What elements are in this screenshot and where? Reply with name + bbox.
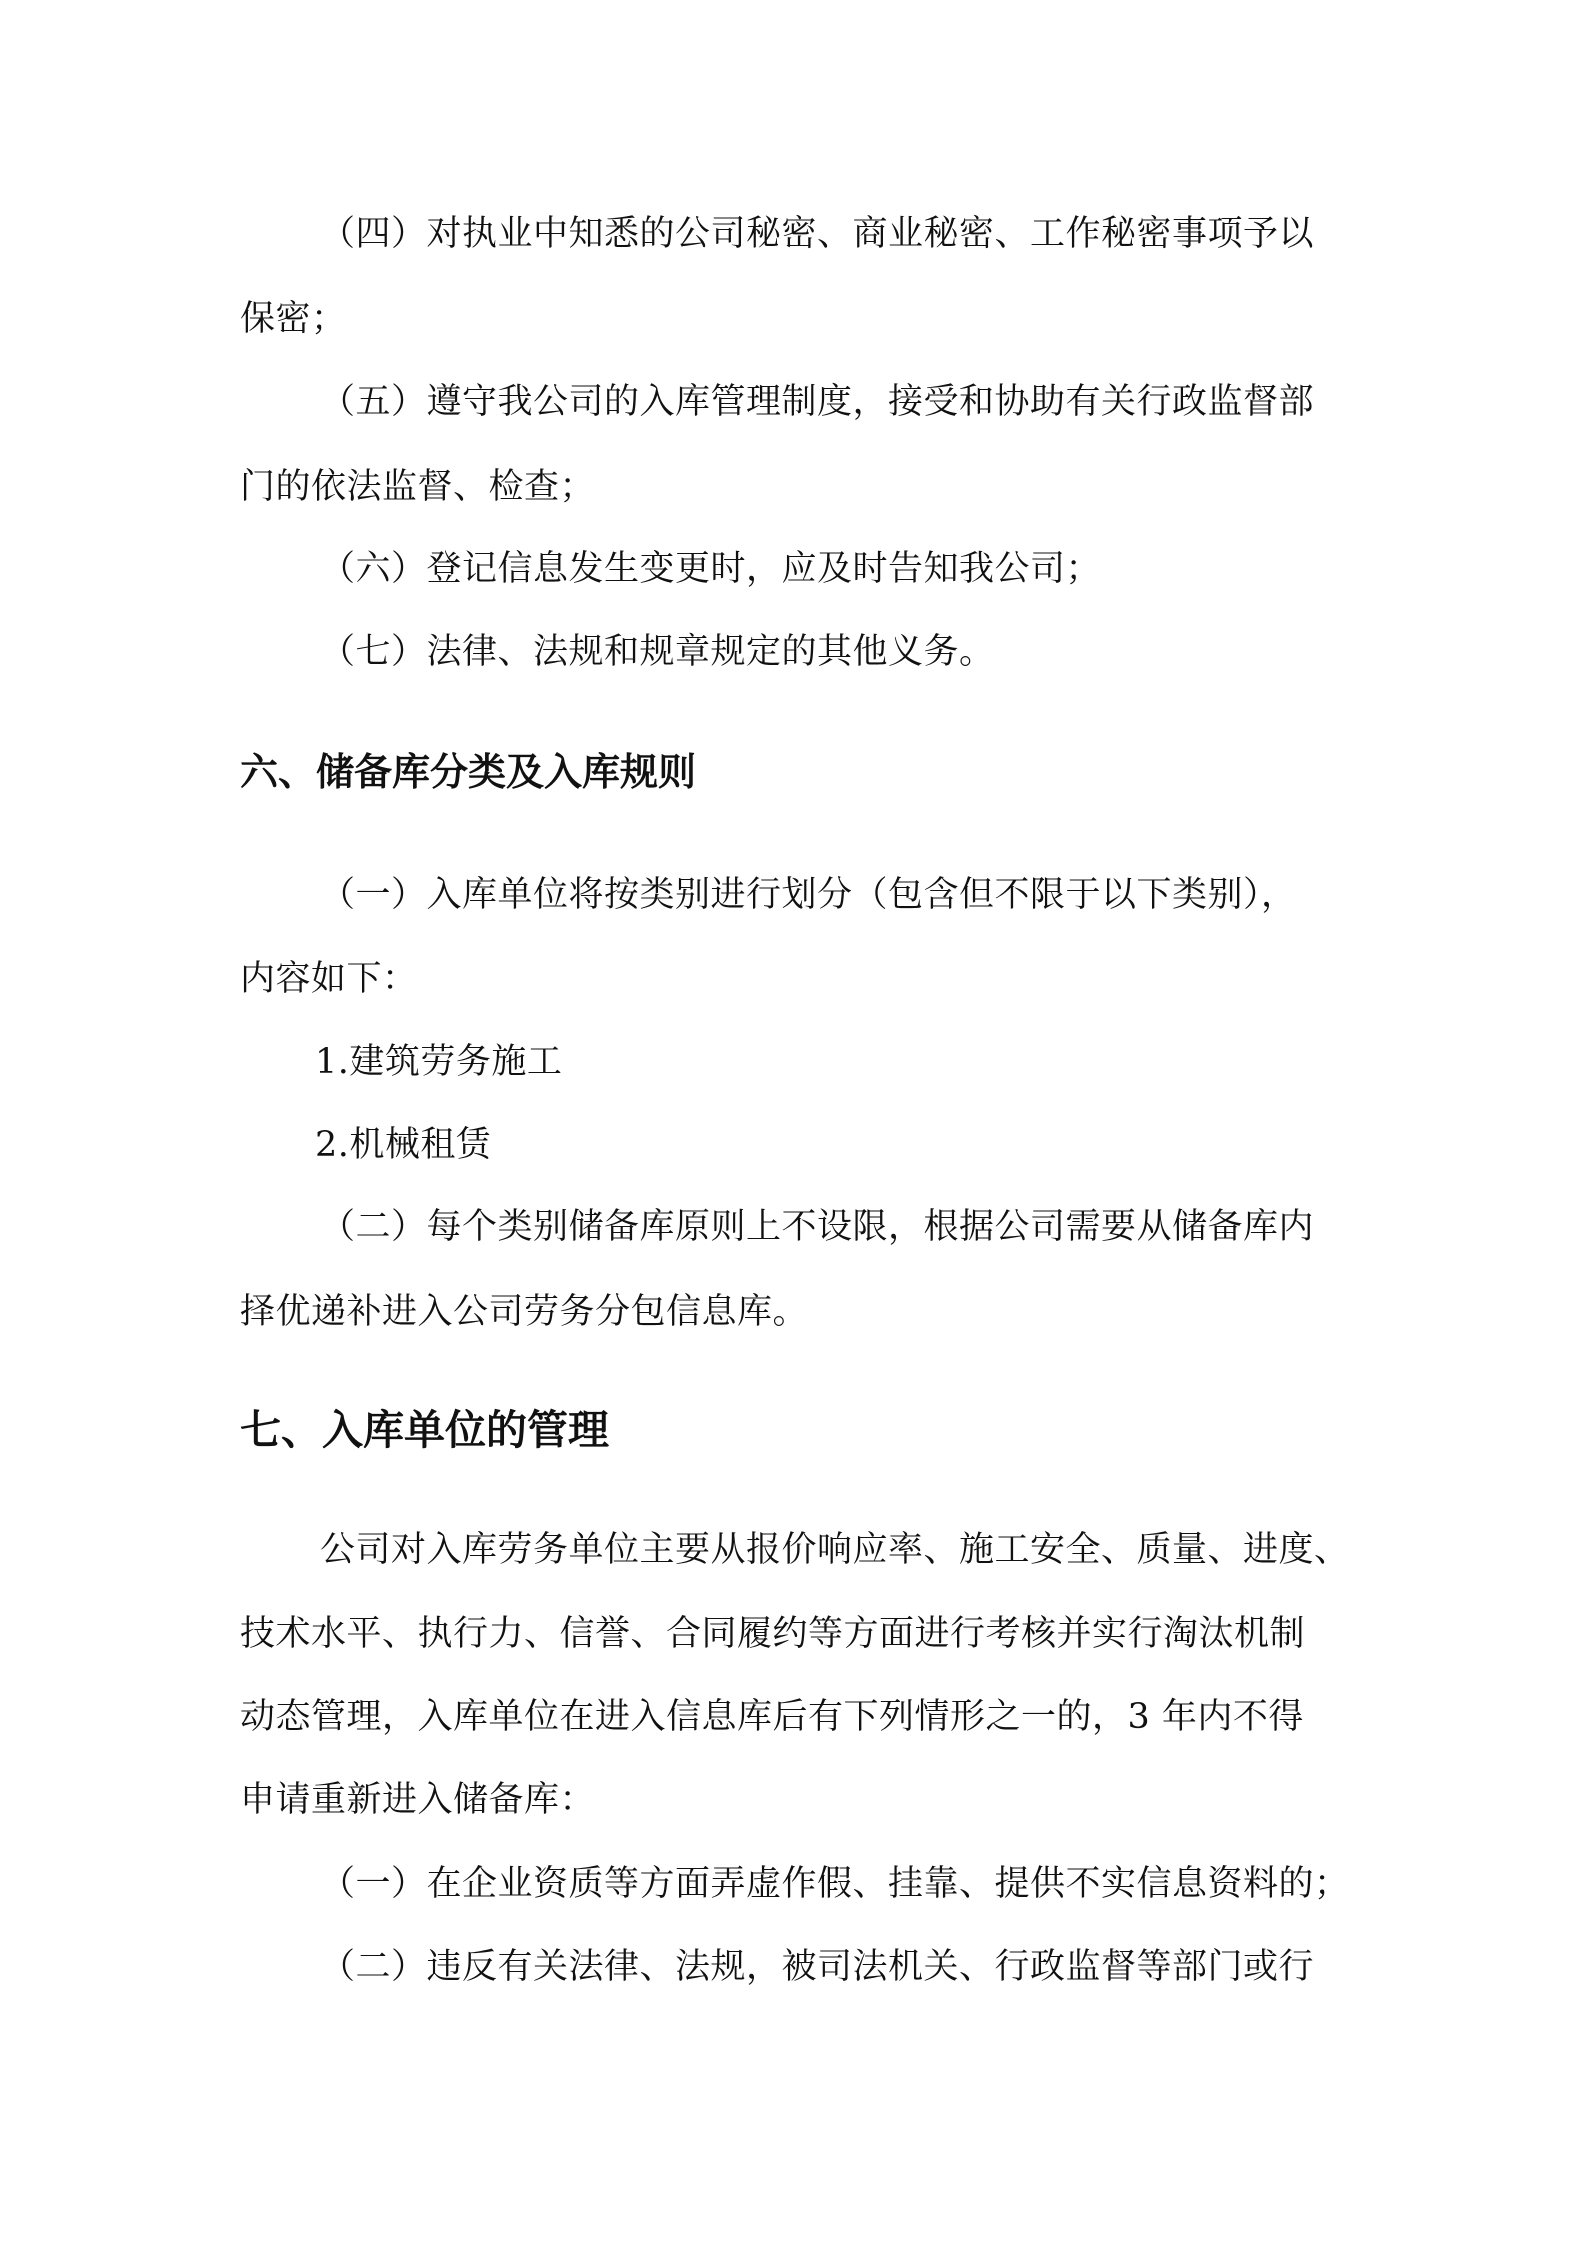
section-6-item-2-line-2: 择优递补进入公司劳务分包信息库。 — [240, 1292, 809, 1332]
section-7-heading: 七、入库单位的管理 — [240, 1406, 609, 1454]
section-7-item-1: （一）在企业资质等方面弄虚作假、挂靠、提供不实信息资料的； — [320, 1864, 1350, 1904]
section-7-para-line-2: 技术水平、执行力、信誉、合同履约等方面进行考核并实行淘汰机制 — [240, 1614, 1306, 1654]
item-4-line-1: （四）对执业中知悉的公司秘密、商业秘密、工作秘密事项予以 — [320, 214, 1315, 254]
section-7-para-line-4: 申请重新进入储备库： — [240, 1780, 596, 1820]
section-6-heading: 六、储备库分类及入库规则 — [240, 750, 697, 794]
section-7-item-2: （二）违反有关法律、法规，被司法机关、行政监督等部门或行 — [320, 1947, 1315, 1987]
item-6: （六）登记信息发生变更时，应及时告知我公司； — [320, 549, 1102, 589]
item-5-line-1: （五）遵守我公司的入库管理制度，接受和协助有关行政监督部 — [320, 382, 1315, 422]
section-6-item-2-line-1: （二）每个类别储备库原则上不设限，根据公司需要从储备库内 — [320, 1207, 1315, 1247]
section-6-item-1-line-2: 内容如下： — [240, 959, 418, 999]
item-7: （七）法律、法规和规章规定的其他义务。 — [320, 632, 995, 672]
section-6-item-1-line-1: （一）入库单位将按类别进行划分（包含但不限于以下类别）， — [320, 875, 1297, 915]
section-7-para-line-1: 公司对入库劳务单位主要从报价响应率、施工安全、质量、进度、 — [320, 1530, 1350, 1570]
section-7-para-line-3: 动态管理，入库单位在进入信息库后有下列情形之一的，3 年内不得 — [240, 1697, 1304, 1737]
category-1: 1.建筑劳务施工 — [315, 1042, 563, 1082]
item-5-line-2: 门的依法监督、检查； — [240, 467, 596, 507]
category-2: 2.机械租赁 — [315, 1125, 492, 1165]
item-4-line-2: 保密； — [240, 299, 347, 339]
